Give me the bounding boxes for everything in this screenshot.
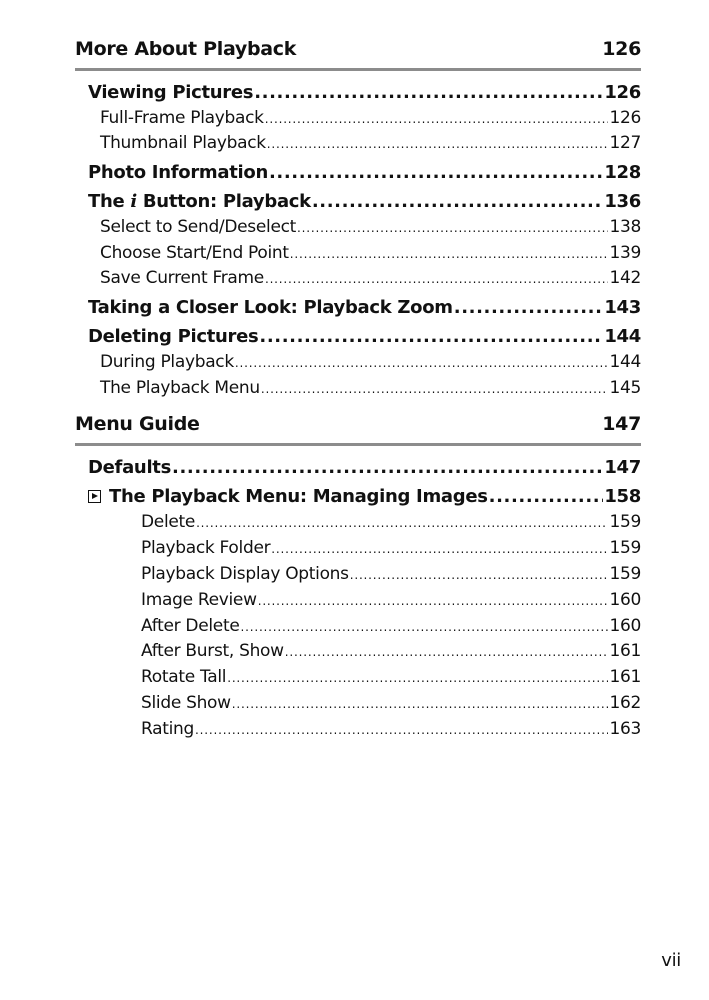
toc-entry-label: Rotate Tall <box>141 667 227 687</box>
dot-leader <box>454 297 604 318</box>
playback-menu-icon <box>88 490 101 503</box>
toc-entry-label: Playback Folder <box>141 538 271 558</box>
section-page-number: 147 <box>602 413 641 435</box>
toc-entry-label: Slide Show <box>141 693 231 713</box>
section-title: Menu Guide <box>75 413 200 435</box>
toc-entry-page: 160 <box>609 616 641 636</box>
toc-entry-label: After Delete <box>141 616 240 636</box>
dot-leader <box>312 191 603 212</box>
dot-leader <box>235 356 609 370</box>
toc-entry-label <box>88 191 311 212</box>
dot-leader <box>259 326 603 347</box>
section-rule <box>75 68 641 71</box>
dot-leader <box>265 112 609 126</box>
section-heading-more-about-playback <box>75 34 641 64</box>
toc-entry-playback-menu-managing-images[interactable] <box>88 486 641 507</box>
toc-entry-label: Taking a Closer Look: Playback Zoom <box>88 297 453 318</box>
toc-entry-playback-zoom[interactable] <box>88 297 641 318</box>
toc-entry-the-playback-menu[interactable] <box>100 378 641 398</box>
dot-leader <box>267 137 609 151</box>
toc-entry-label: Select to Send/Deselect <box>100 217 297 237</box>
toc-entry-delete[interactable] <box>141 512 641 532</box>
dot-leader <box>195 723 608 737</box>
toc-entry-save-current-frame[interactable] <box>100 268 641 288</box>
toc-entry-page: 144 <box>609 352 641 372</box>
toc-entry-label: After Burst, Show <box>141 641 284 661</box>
section-title: More About Playback <box>75 38 297 60</box>
dot-leader <box>290 247 609 261</box>
label-prefix: The <box>88 191 125 212</box>
label-text: The Playback Menu: Managing Images <box>109 486 488 507</box>
toc-entry-during-playback[interactable] <box>100 352 641 372</box>
dot-leader <box>297 221 608 235</box>
toc-entry-rotate-tall[interactable] <box>141 667 641 687</box>
toc-entry-label <box>88 486 488 507</box>
toc-entry-label: Playback Display Options <box>141 564 349 584</box>
toc-entry-page: 162 <box>609 693 641 713</box>
toc-entry-page: 159 <box>609 564 641 584</box>
toc-entry-page: 136 <box>604 191 641 212</box>
toc-entry-label: Save Current Frame <box>100 268 264 288</box>
toc-entry-full-frame-playback[interactable] <box>100 108 641 128</box>
toc-entry-label: Photo Information <box>88 162 268 183</box>
dot-leader <box>196 516 608 530</box>
toc-entry-after-delete[interactable] <box>141 616 641 636</box>
dot-leader <box>172 457 603 478</box>
toc-entry-page: 139 <box>609 243 641 263</box>
toc-entry-page: 158 <box>604 486 641 507</box>
toc-entry-page: 126 <box>604 82 641 103</box>
toc-entry-playback-folder[interactable] <box>141 538 641 558</box>
section-page-number: 126 <box>602 38 641 60</box>
toc-entry-defaults[interactable] <box>88 457 641 478</box>
dot-leader <box>258 594 609 608</box>
toc-entry-label: Defaults <box>88 457 172 478</box>
section-rule <box>75 443 641 446</box>
toc-entry-page: 163 <box>609 719 641 739</box>
toc-entry-page: 138 <box>609 217 641 237</box>
toc-entry-page: 159 <box>609 512 641 532</box>
toc-entry-after-burst-show[interactable] <box>141 641 641 661</box>
dot-leader <box>227 671 608 685</box>
toc-entry-page: 127 <box>609 133 641 153</box>
toc-entry-label: The Playback Menu <box>100 378 260 398</box>
toc-entry-photo-information[interactable] <box>88 162 641 183</box>
toc-entry-label: Deleting Pictures <box>88 326 259 347</box>
toc-entry-viewing-pictures[interactable] <box>88 82 641 103</box>
dot-leader <box>232 697 609 711</box>
toc-entry-playback-display-options[interactable] <box>141 564 641 584</box>
dot-leader <box>271 542 608 556</box>
toc-entry-page: 144 <box>604 326 641 347</box>
i-button-icon: i <box>130 191 137 212</box>
toc-entry-page: 142 <box>609 268 641 288</box>
toc-entry-label: Viewing Pictures <box>88 82 254 103</box>
page-folio: vii <box>661 950 681 971</box>
toc-entry-label: Thumbnail Playback <box>100 133 266 153</box>
dot-leader <box>265 272 608 286</box>
toc-entry-deleting-pictures[interactable] <box>88 326 641 347</box>
toc-entry-page: 161 <box>609 667 641 687</box>
toc-entry-select-to-send-deselect[interactable] <box>100 217 641 237</box>
dot-leader <box>240 620 608 634</box>
toc-entry-page: 159 <box>609 538 641 558</box>
toc-entry-label: Rating <box>141 719 195 739</box>
toc-entry-label: Choose Start/End Point <box>100 243 289 263</box>
toc-entry-rating[interactable] <box>141 719 641 739</box>
toc-entry-label: Delete <box>141 512 196 532</box>
toc-entry-image-review[interactable] <box>141 590 641 610</box>
toc-entry-page: 160 <box>609 590 641 610</box>
toc-entry-page: 143 <box>604 297 641 318</box>
toc-entry-thumbnail-playback[interactable] <box>100 133 641 153</box>
dot-leader <box>261 382 609 396</box>
dot-leader <box>269 162 603 183</box>
toc-entry-page: 145 <box>609 378 641 398</box>
dot-leader <box>489 486 604 507</box>
toc-entry-slide-show[interactable] <box>141 693 641 713</box>
toc-entry-i-button-playback[interactable] <box>88 191 641 212</box>
toc-entry-page: 161 <box>609 641 641 661</box>
dot-leader <box>285 645 609 659</box>
dot-leader <box>350 568 609 582</box>
toc-entry-choose-start-end-point[interactable] <box>100 243 641 263</box>
section-heading-menu-guide <box>75 409 641 439</box>
label-suffix: Button: Playback <box>142 191 311 212</box>
toc-entry-label: Image Review <box>141 590 257 610</box>
toc-entry-label: During Playback <box>100 352 234 372</box>
dot-leader <box>254 82 603 103</box>
toc-entry-page: 126 <box>609 108 641 128</box>
toc-entry-page: 128 <box>604 162 641 183</box>
toc-entry-label: Full-Frame Playback <box>100 108 264 128</box>
toc-entry-page: 147 <box>604 457 641 478</box>
